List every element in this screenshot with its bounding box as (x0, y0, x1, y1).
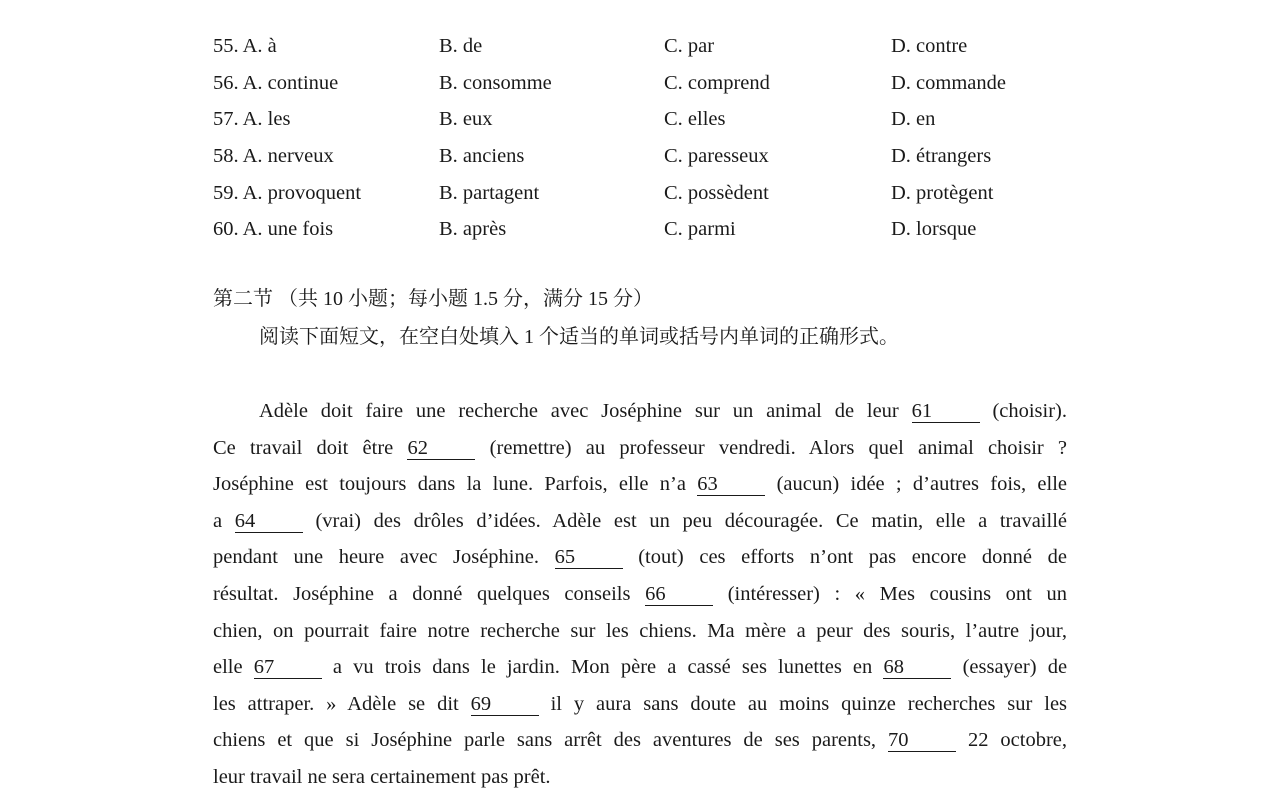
option-60-c: C. parmi (664, 218, 736, 241)
reading-passage (213, 393, 1067, 796)
passage-line: résultat. Joséphine a donné quelques conseils 66 (intéresser) : « Mes cousins ont un (213, 582, 1067, 605)
option-row-57 (213, 101, 1113, 138)
option-58-d: D. étrangers (891, 145, 992, 168)
option-56-d: D. commande (891, 71, 1006, 94)
option-58-c: C. paresseux (664, 145, 769, 168)
blank-62: 62 (407, 437, 475, 460)
option-row-60 (213, 211, 1113, 248)
blank-68: 68 (883, 656, 951, 679)
option-56-c: C. comprend (664, 71, 770, 94)
passage-line: les attraper. » Adèle se dit 69 il y aura sans doute au moins quinze recherches sur les (213, 692, 1068, 715)
option-60-b: B. après (439, 218, 507, 241)
blank-70: 70 (888, 729, 956, 752)
option-58-a: 58. A. nerveux (213, 145, 334, 168)
option-57-a: 57. A. les (213, 108, 291, 131)
option-57-c: C. elles (664, 108, 726, 131)
option-55-b: B. de (439, 35, 483, 57)
option-row-58 (213, 138, 1113, 175)
option-60-d: D. lorsque (891, 218, 977, 241)
option-59-b: B. partagent (439, 181, 540, 204)
section-heading: 第二节 （共 10 小题；每小题 1.5 分，满分 15 分） (213, 288, 653, 310)
blank-63: 63 (697, 473, 765, 496)
passage-line: Adèle doit faire une recherche avec Joséphine sur un animal de leur 61 (choisir). (259, 400, 1068, 422)
option-row-59 (213, 175, 1113, 212)
passage-line: Joséphine est toujours dans la lune. Parfois, elle n’a 63 (aucun) idée ; d’autres fois, elle (213, 473, 1068, 496)
blank-61: 61 (912, 400, 980, 423)
options-table (213, 28, 1113, 248)
passage-line: a 64 (vrai) des drôles d’idées. Adèle est un peu découragée. Ce matin, elle a travaillé (213, 509, 1067, 532)
option-55-a: 55. A. à (213, 35, 277, 57)
blank-64: 64 (235, 510, 303, 533)
blank-69: 69 (471, 693, 539, 716)
option-59-c: C. possèdent (664, 181, 769, 204)
blank-66: 66 (645, 583, 713, 606)
passage-line: leur travail ne sera certainement pas prêt. (213, 765, 551, 788)
option-60-a: 60. A. une fois (213, 218, 334, 241)
option-56-b: B. consomme (439, 71, 552, 94)
option-55-c: C. par (664, 35, 715, 57)
blank-67: 67 (254, 656, 322, 679)
passage-line: chiens et que si Joséphine parle sans arrêt des aventures de ses parents, 70 22 octobre, (213, 729, 1067, 752)
option-59-d: D. protègent (891, 181, 994, 204)
passage-line: Ce travail doit être 62 (remettre) au professeur vendredi. Alors quel animal choisir ? (213, 436, 1068, 459)
option-row-55 (213, 28, 1113, 65)
option-row-56 (213, 65, 1113, 102)
option-56-a: 56. A. continue (213, 71, 339, 94)
section-instruction: 阅读下面短文，在空白处填入 1 个适当的单词或括号内单词的正确形式。 (259, 326, 899, 348)
option-57-d: D. en (891, 108, 936, 131)
passage-line: chien, on pourrait faire notre recherche sur les chiens. Ma mère a peur des souris, l’autre jour, (213, 619, 1067, 642)
passage-line: elle 67 a vu trois dans le jardin. Mon père a cassé ses lunettes en 68 (essayer) de (213, 656, 1068, 679)
option-55-d: D. contre (891, 35, 968, 57)
option-57-b: B. eux (439, 108, 493, 131)
blank-65: 65 (555, 546, 623, 569)
option-59-a: 59. A. provoquent (213, 181, 362, 204)
option-58-b: B. anciens (439, 145, 525, 168)
passage-line: pendant une heure avec Joséphine. 65 (tout) ces efforts n’ont pas encore donné de (213, 546, 1067, 569)
